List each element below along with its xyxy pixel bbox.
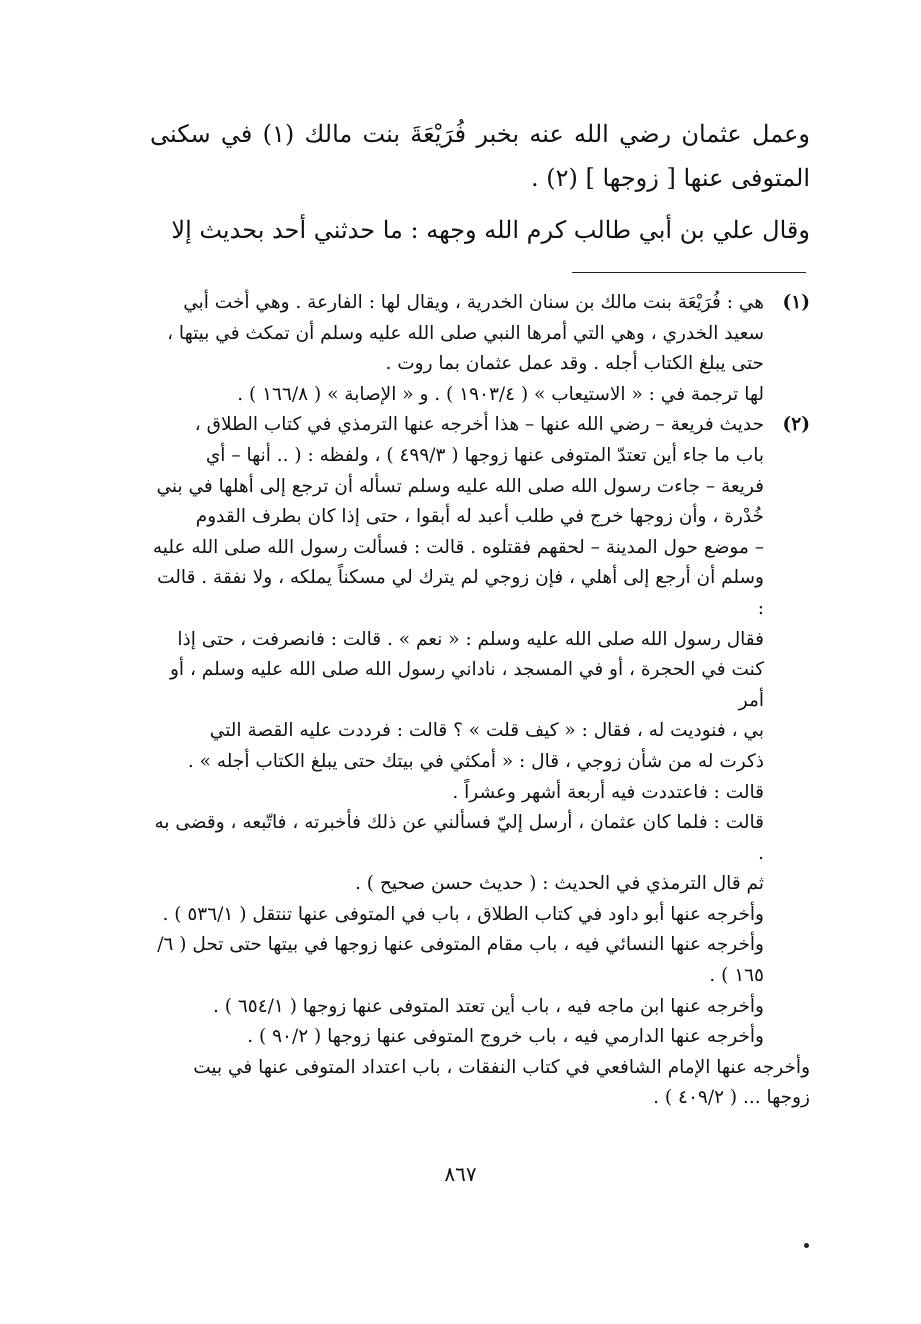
footnote-line: كنت في الحجرة ، أو في المسجد ، ناداني رسول الله صلى الله عليه وسلم ، أو أمر bbox=[169, 659, 764, 711]
footnote-line: خُدْرة ، وأن زوجها خرج في طلب أعبد له أبقوا ، حتى إذا كان بطرف القدوم bbox=[195, 506, 764, 528]
main-paragraph-1: وعمل عثمان رضي الله عنه بخبر فُرَيْعَةَ بنت مالك (١) في سكنى المتوفى عنها [ زوجها ] (٢) . bbox=[150, 120, 810, 192]
ink-dot bbox=[804, 1243, 809, 1248]
footnote-line: ثم قال الترمذي في الحديث : ( حديث حسن صحيح ) . bbox=[355, 873, 764, 895]
footnote-line: باب ما جاء أين تعتدّ المتوفى عنها زوجها ( ٤٩٩/٣ ) ، ولفظه : ( .. أنها – أي bbox=[205, 444, 764, 466]
footnote-line: – موضع حول المدينة – لحقهم فقتلوه . قالت : فسألت رسول الله صلى الله عليه bbox=[152, 536, 764, 558]
footnote-line: حتى يبلغ الكتاب أجله . وقد عمل عثمان بما روت . bbox=[385, 353, 764, 375]
footnote-line: حديث فريعة – رضي الله عنها – هذا أخرجه عنها الترمذي في كتاب الطلاق ، bbox=[194, 414, 764, 436]
footnote-line: بي ، فنوديت له ، فقال : « كيف قلت » ؟ قالت : فرددت عليه القصة التي bbox=[209, 720, 764, 742]
footnote-line: قالت : فلما كان عثمان ، أرسل إليّ فسألني عن ذلك فأخبرته ، فاتّبعه ، وقضى به . bbox=[154, 812, 764, 864]
main-paragraph-2: وقال علي بن أبي طالب كرم الله وجهه : ما حدثني أحد بحديث إلا bbox=[171, 216, 810, 244]
footnote-line: وأخرجه عنها النسائي فيه ، باب مقام المتوفى عنها زوجها في بيتها حتى تحل ( ٦/ bbox=[157, 934, 764, 956]
footnote-line: وأخرجه عنها الدارمي فيه ، باب خروج المتوفى عنها زوجها ( ٩٠/٢ ) . bbox=[247, 1026, 764, 1048]
footnote-line: وأخرجه عنها الإمام الشافعي في كتاب النفقات ، باب اعتداد المتوفى عنها في بيت bbox=[193, 1056, 810, 1078]
footnote-number: (٢) bbox=[782, 414, 810, 436]
footnote-line: هي : فُرَيْعَة بنت مالك بن سنان الخدرية ، ويقال لها : الفارعة . وهي أخت أبي bbox=[183, 292, 764, 313]
footnote-line: قالت : فاعتددت فيه أربعة أشهر وعشراً . bbox=[452, 781, 764, 803]
footnotes bbox=[150, 288, 810, 1114]
footnote-2 bbox=[150, 410, 810, 1114]
footnote-1 bbox=[150, 288, 810, 410]
footnote-line: زوجها ... ( ٤٠٩/٢ ) . bbox=[653, 1087, 810, 1109]
footnote-line: ذكرت له من شأن زوجي ، قال : « أمكثي في بيتك حتى يبلغ الكتاب أجله » . bbox=[187, 750, 764, 772]
footnote-line: سعيد الخدري ، وهي التي أمرها النبي صلى الله عليه وسلم أن تمكث في بيتها ، bbox=[167, 322, 764, 344]
footnote-line: وأخرجه عنها ابن ماجه فيه ، باب أين تعتد المتوفى عنها زوجها ( ٦٥٤/١ ) . bbox=[212, 995, 764, 1017]
footnote-line: وسلم أن أرجع إلى أهلي ، فإن زوجي لم يترك لي مسكناً يملكه ، ولا نفقة . قالت : bbox=[157, 567, 764, 619]
footnote-line: وأخرجه عنها أبو داود في كتاب الطلاق ، باب في المتوفى عنها تنتقل ( ٥٣٦/١ ) . bbox=[162, 903, 764, 925]
footnote-number: (١) bbox=[782, 292, 810, 313]
main-text bbox=[150, 112, 810, 252]
footnote-line: فريعة – جاءت رسول الله صلى الله عليه وسلم تسأله أن ترجع إلى أهلها في بني bbox=[156, 475, 764, 497]
footnote-divider bbox=[572, 272, 806, 273]
page-number: ٨٦٧ bbox=[444, 1162, 477, 1186]
footnote-line: فقال رسول الله صلى الله عليه وسلم : « نعم » . قالت : فانصرفت ، حتى إذا bbox=[177, 628, 764, 650]
footnote-line: ١٦٥ ) . bbox=[709, 965, 764, 987]
footnote-line: لها ترجمة في : « الاستيعاب » ( ١٩٠٣/٤ ) . و « الإصابة » ( ١٦٦/٨ ) . bbox=[237, 383, 764, 405]
